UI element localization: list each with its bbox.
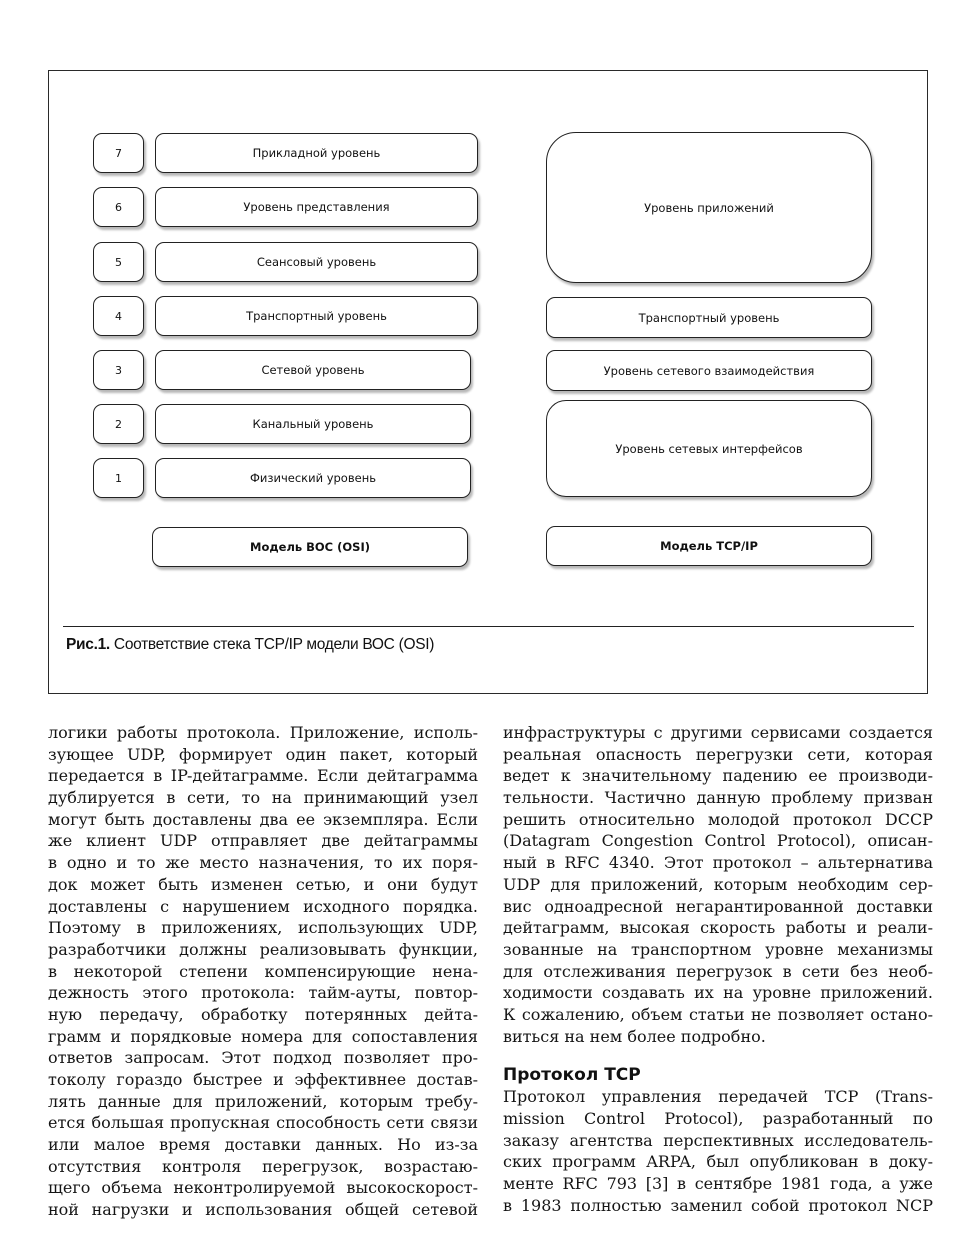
text-line: ный в RFC 4340. Этот протокол – альтернатива [503,853,933,873]
text-line: щего объема неконтролируемой высокоскорост- [48,1178,478,1198]
osi-model-label: Модель ВОС (OSI) [152,527,468,567]
figure-caption-label: Рис.1. [66,636,110,653]
text-line: могут быть доставлены два ее экземпляра. Если [48,809,478,829]
text-line: менте RFC 793 [3] в сентябре 1981 года, а уже [503,1174,933,1194]
text-line: вис одноадресной негарантированной доставки [503,896,933,916]
text-line: (Datagram Congestion Control Protocol), описан- [503,831,933,851]
text-line: ведет к значительному падению ее производи- [503,766,933,786]
text-line: К сожалению, объем статьи не позволяет остано- [503,1004,933,1024]
osi-layer-number-5: 5 [93,242,144,282]
text-line: дублируется в сети, то на принимающий узел [48,788,478,808]
osi-layer-number-1: 1 [93,458,144,498]
osi-layer-number-4: 4 [93,296,144,336]
osi-layer-physical: Физический уровень [155,458,471,498]
text-line: инфраструктуры с другими сервисами создается [503,723,933,742]
osi-layer-number-3: 3 [93,350,144,390]
figure-caption-text: Соответствие стека TCP/IP модели ВОС (OSI) [109,636,435,653]
text-line: решить относительно молодой протокол DCCP [503,809,933,829]
text-line: дейтаграмм, высокая скорость работы и реали- [503,918,933,938]
text-line: грамм и порядковые номера для сопоставления [48,1026,478,1046]
text-line: токолу гораздо быстрее и эффективнее достав- [48,1070,478,1089]
text-line: для отслеживания перегрузок в сети без необ- [503,961,933,981]
text-line: разработчики должны реализовывать функции, [48,939,478,959]
osi-layer-number-2: 2 [93,404,144,444]
osi-layer-number-7: 7 [93,133,144,173]
text-line: лять данные для приложений, которым требу- [48,1091,478,1111]
osi-layer-number-6: 6 [93,187,144,227]
tcpip-layer-transport: Транспортный уровень [546,297,872,338]
text-line: док может быть изменен сетью, и они будут [48,874,478,894]
text-line: UDP для приложений, которым необходим сер- [503,874,933,894]
text-line: отсутствия контроля перегрузок, возрастаю- [48,1156,478,1176]
text-line: доставлены с нарушением исходного порядка. [48,896,478,916]
osi-layer-datalink: Канальный уровень [155,404,471,444]
tcpip-layer-internet: Уровень сетевого взаимодействия [546,350,872,391]
text-line: ходимости создавать их на уровне приложений. [503,983,933,1003]
text-line: или малое время доставки данных. Но из-за [48,1135,478,1155]
text-line: ется большая пропускная способность сети связи [48,1113,478,1133]
text-line: в 1983 полностью заменил собой протокол NCP [503,1195,933,1215]
text-line: в некоторой степени компенсирующие нена- [48,961,478,981]
osi-layer-session: Сеансовый уровень [155,242,478,282]
text-line: виться на нем более подробно. [503,1026,766,1046]
figure-caption [66,636,434,654]
text-line: передается в IP-дейтаграмме. Если дейтаграмма [48,766,478,786]
text-line: ную передачу, обработку потерянных дейта- [48,1004,478,1024]
text-line: зованные на транспортном уровне механизмы [503,939,933,959]
text-line: Поэтому в приложениях, использующих UDP, [48,918,478,938]
article-right-column [503,722,933,1216]
tcpip-layer-network-interface: Уровень сетевых интерфейсов [546,400,872,497]
osi-layer-application: Прикладной уровень [155,133,478,173]
text-line: реальная опасность перегрузки сети, которая [503,744,933,764]
osi-layer-transport: Транспортный уровень [155,296,478,336]
osi-layer-network: Сетевой уровень [155,350,471,390]
article-left-column [48,722,478,1221]
text-line: логики работы протокола. Приложение, исполь- [48,723,478,742]
caption-divider [63,626,914,627]
text-line: дежность этого протокола: тайм-ауты, повтор- [48,983,478,1003]
tcpip-model-label: Модель TCP/IP [546,526,872,566]
tcpip-layer-application: Уровень приложений [546,132,872,283]
text-line: тельности. Частично данную проблему призван [503,788,933,808]
text-line: заказу агентства перспективных исследователь- [503,1130,933,1150]
text-line: ной нагрузки и использования общей сетевой [48,1200,478,1220]
text-line: Протокол управления передачей TCP (Trans- [503,1087,933,1107]
osi-layer-presentation: Уровень представления [155,187,478,227]
text-line: mission Control Protocol), разработанный по [503,1109,933,1128]
text-line: ответов запросам. Этот подход позволяет про- [48,1048,478,1068]
text-line: в одно и то же место назначения, то их поря- [48,853,478,873]
section-heading: Протокол TCP [503,1065,641,1086]
text-line: ских программ ARPA, был опубликован в доку- [503,1152,933,1172]
text-line: зующее UDP, формирует один пакет, который [48,744,478,764]
text-line: же клиент UDP отправляет две дейтаграммы [48,831,478,851]
